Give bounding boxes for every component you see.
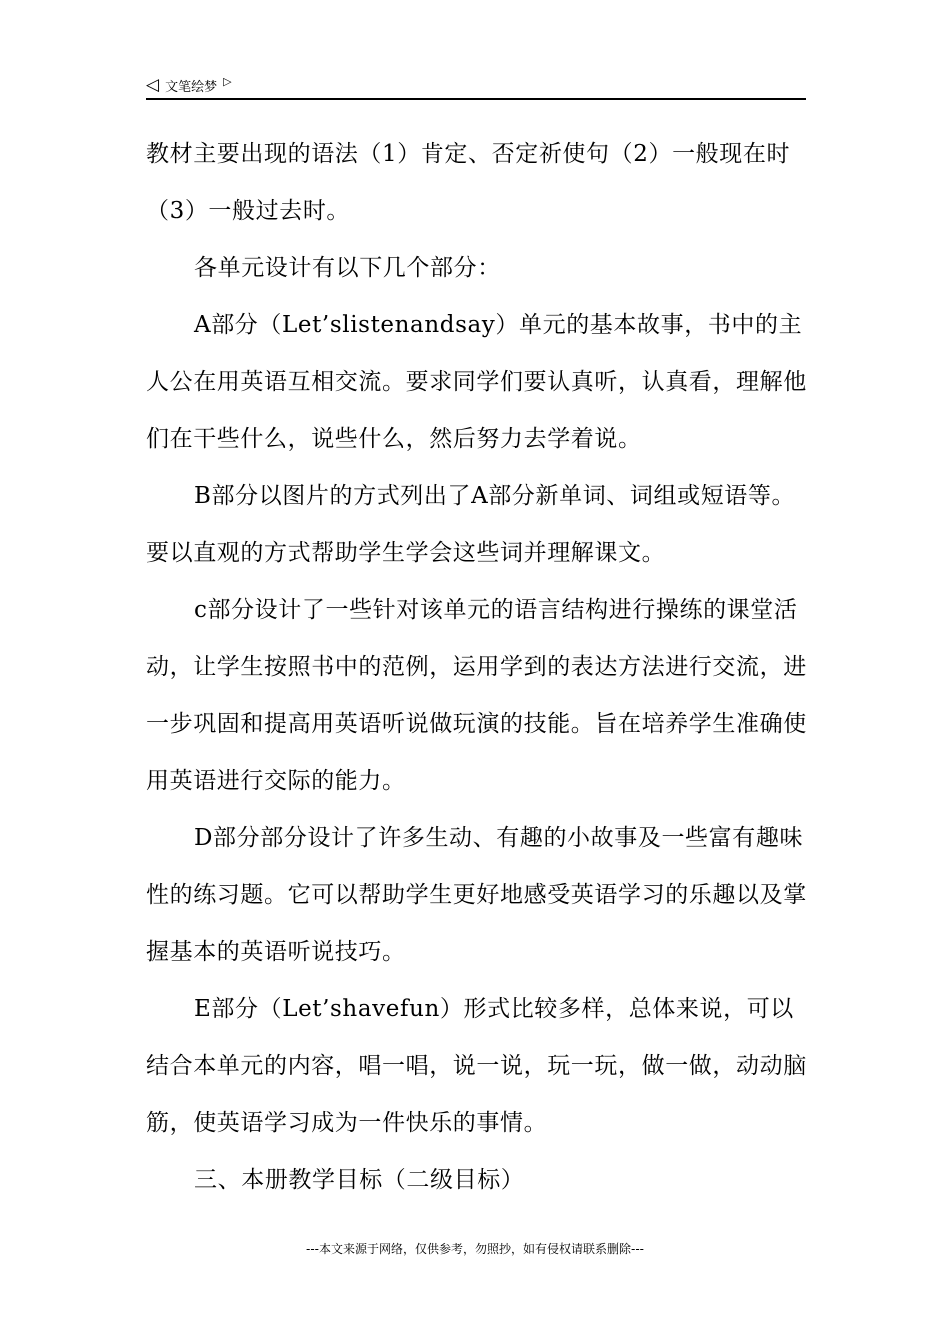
page-footer: ---本文来源于网络，仅供参考，勿照抄，如有侵权请联系删除---	[306, 1242, 644, 1256]
triangle-right-icon: ▷	[223, 74, 232, 88]
paragraph-part-c: c部分设计了一些针对该单元的语言结构进行操练的课堂活动，让学生按照书中的范例，运用学到的表达方法进行交流，进一步巩固和提高用英语听说做玩演的技能。旨在培养学生准确使用英语进行交际的能力。	[146, 597, 807, 794]
header-divider	[146, 98, 806, 100]
page-header	[146, 72, 806, 98]
document-body	[146, 126, 808, 1209]
paragraph-grammar: 教材主要出现的语法（1）肯定、否定祈使句（2）一般现在时（3）一般过去时。	[146, 141, 791, 224]
paragraph-part-a: A部分（Let’slistenandsay）单元的基本故事，书中的主人公在用英语互相交流。要求同学们要认真听，认真看，理解他们在干些什么，说些什么，然后努力去学着说。	[146, 312, 807, 452]
header-title: 文笔绘梦	[165, 79, 218, 95]
paragraph-part-b: B部分以图片的方式列出了A部分新单词、词组或短语等。要以直观的方式帮助学生学会这些词并理解课文。	[146, 483, 796, 566]
section-heading-goals: 三、本册教学目标（二级目标）	[194, 1167, 525, 1193]
paragraph-part-e: E部分（Let’shavefun）形式比较多样，总体来说，可以结合本单元的内容，唱一唱，说一说，玩一玩，做一做，动动脑筋，使英语学习成为一件快乐的事情。	[146, 996, 807, 1136]
paragraph-part-d: D部分部分设计了许多生动、有趣的小故事及一些富有趣味性的练习题。它可以帮助学生更好地感受英语学习的乐趣以及掌握基本的英语听说技巧。	[146, 825, 807, 965]
paragraph-units-intro: 各单元设计有以下几个部分：	[194, 255, 501, 281]
triangle-left-icon: ◁	[146, 74, 160, 95]
